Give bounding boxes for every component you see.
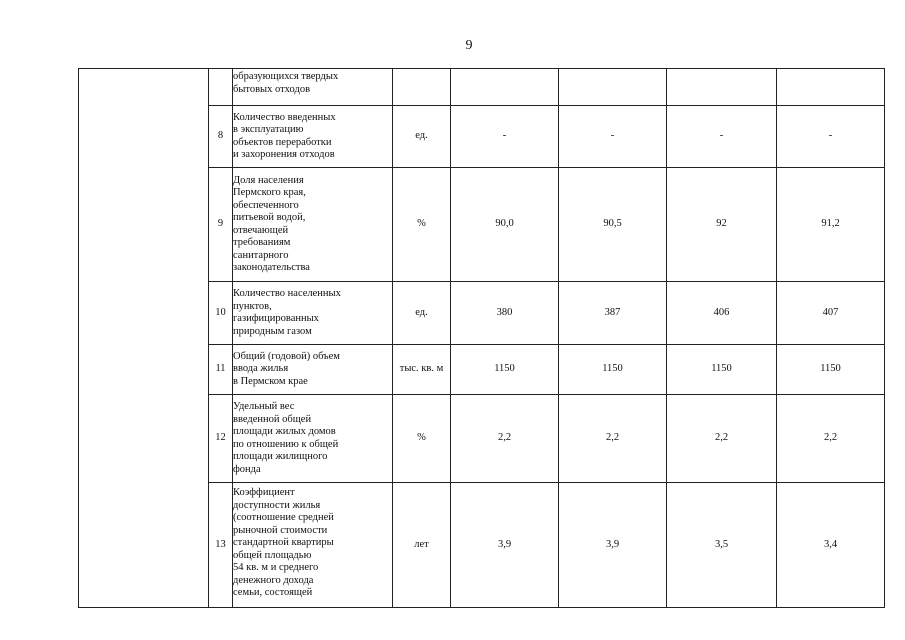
value-cell: 1150 [451, 345, 559, 395]
value-cell: 1150 [667, 345, 777, 395]
row-number: 12 [209, 395, 233, 483]
unit-cell: ед. [393, 282, 451, 345]
value-cell [777, 69, 885, 106]
row-number [209, 69, 233, 106]
unit-cell [393, 69, 451, 106]
value-cell: - [451, 106, 559, 168]
unit-cell: лет [393, 483, 451, 608]
indicator-name: Удельный вес введенной общей площади жилых домов по отношению к общей площади жилищного фонда [233, 395, 393, 483]
indicator-name: образующихся твердых бытовых отходов [233, 69, 393, 106]
value-cell: 90,5 [559, 168, 667, 282]
row-number: 13 [209, 483, 233, 608]
page-number: 9 [465, 38, 473, 53]
value-cell [451, 69, 559, 106]
value-cell: 387 [559, 282, 667, 345]
value-cell: 92 [667, 168, 777, 282]
indicator-name: Общий (годовой) объем ввода жилья в Пермском крае [233, 345, 393, 395]
value-cell: 407 [777, 282, 885, 345]
merged-left-cell [79, 69, 209, 608]
unit-cell: тыс. кв. м [393, 345, 451, 395]
value-cell [559, 69, 667, 106]
table-row [79, 69, 885, 106]
value-cell: - [559, 106, 667, 168]
unit-cell: % [393, 395, 451, 483]
row-number: 10 [209, 282, 233, 345]
value-cell: 90,0 [451, 168, 559, 282]
value-cell: 1150 [777, 345, 885, 395]
indicator-name: Количество населенных пунктов, газифицированных природным газом [233, 282, 393, 345]
value-cell: 3,5 [667, 483, 777, 608]
value-cell: 2,2 [451, 395, 559, 483]
value-cell: 2,2 [777, 395, 885, 483]
unit-cell: % [393, 168, 451, 282]
indicator-name: Количество введенных в эксплуатацию объектов переработки и захоронения отходов [233, 106, 393, 168]
indicator-name: Доля населения Пермского края, обеспеченного питьевой водой, отвечающей требованиям санитарного законодательства [233, 168, 393, 282]
value-cell: 3,9 [451, 483, 559, 608]
row-number: 9 [209, 168, 233, 282]
indicators-table [78, 68, 885, 608]
value-cell: 1150 [559, 345, 667, 395]
value-cell: - [777, 106, 885, 168]
unit-cell: ед. [393, 106, 451, 168]
value-cell: 3,4 [777, 483, 885, 608]
indicator-name: Коэффициент доступности жилья (соотношение средней рыночной стоимости стандартной квартиры общей площадью 54 кв. м и среднего денежного дохода семьи, состоящей [233, 483, 393, 608]
value-cell [667, 69, 777, 106]
value-cell: 380 [451, 282, 559, 345]
value-cell: 2,2 [667, 395, 777, 483]
value-cell: - [667, 106, 777, 168]
value-cell: 3,9 [559, 483, 667, 608]
value-cell: 406 [667, 282, 777, 345]
row-number: 11 [209, 345, 233, 395]
value-cell: 91,2 [777, 168, 885, 282]
row-number: 8 [209, 106, 233, 168]
value-cell: 2,2 [559, 395, 667, 483]
